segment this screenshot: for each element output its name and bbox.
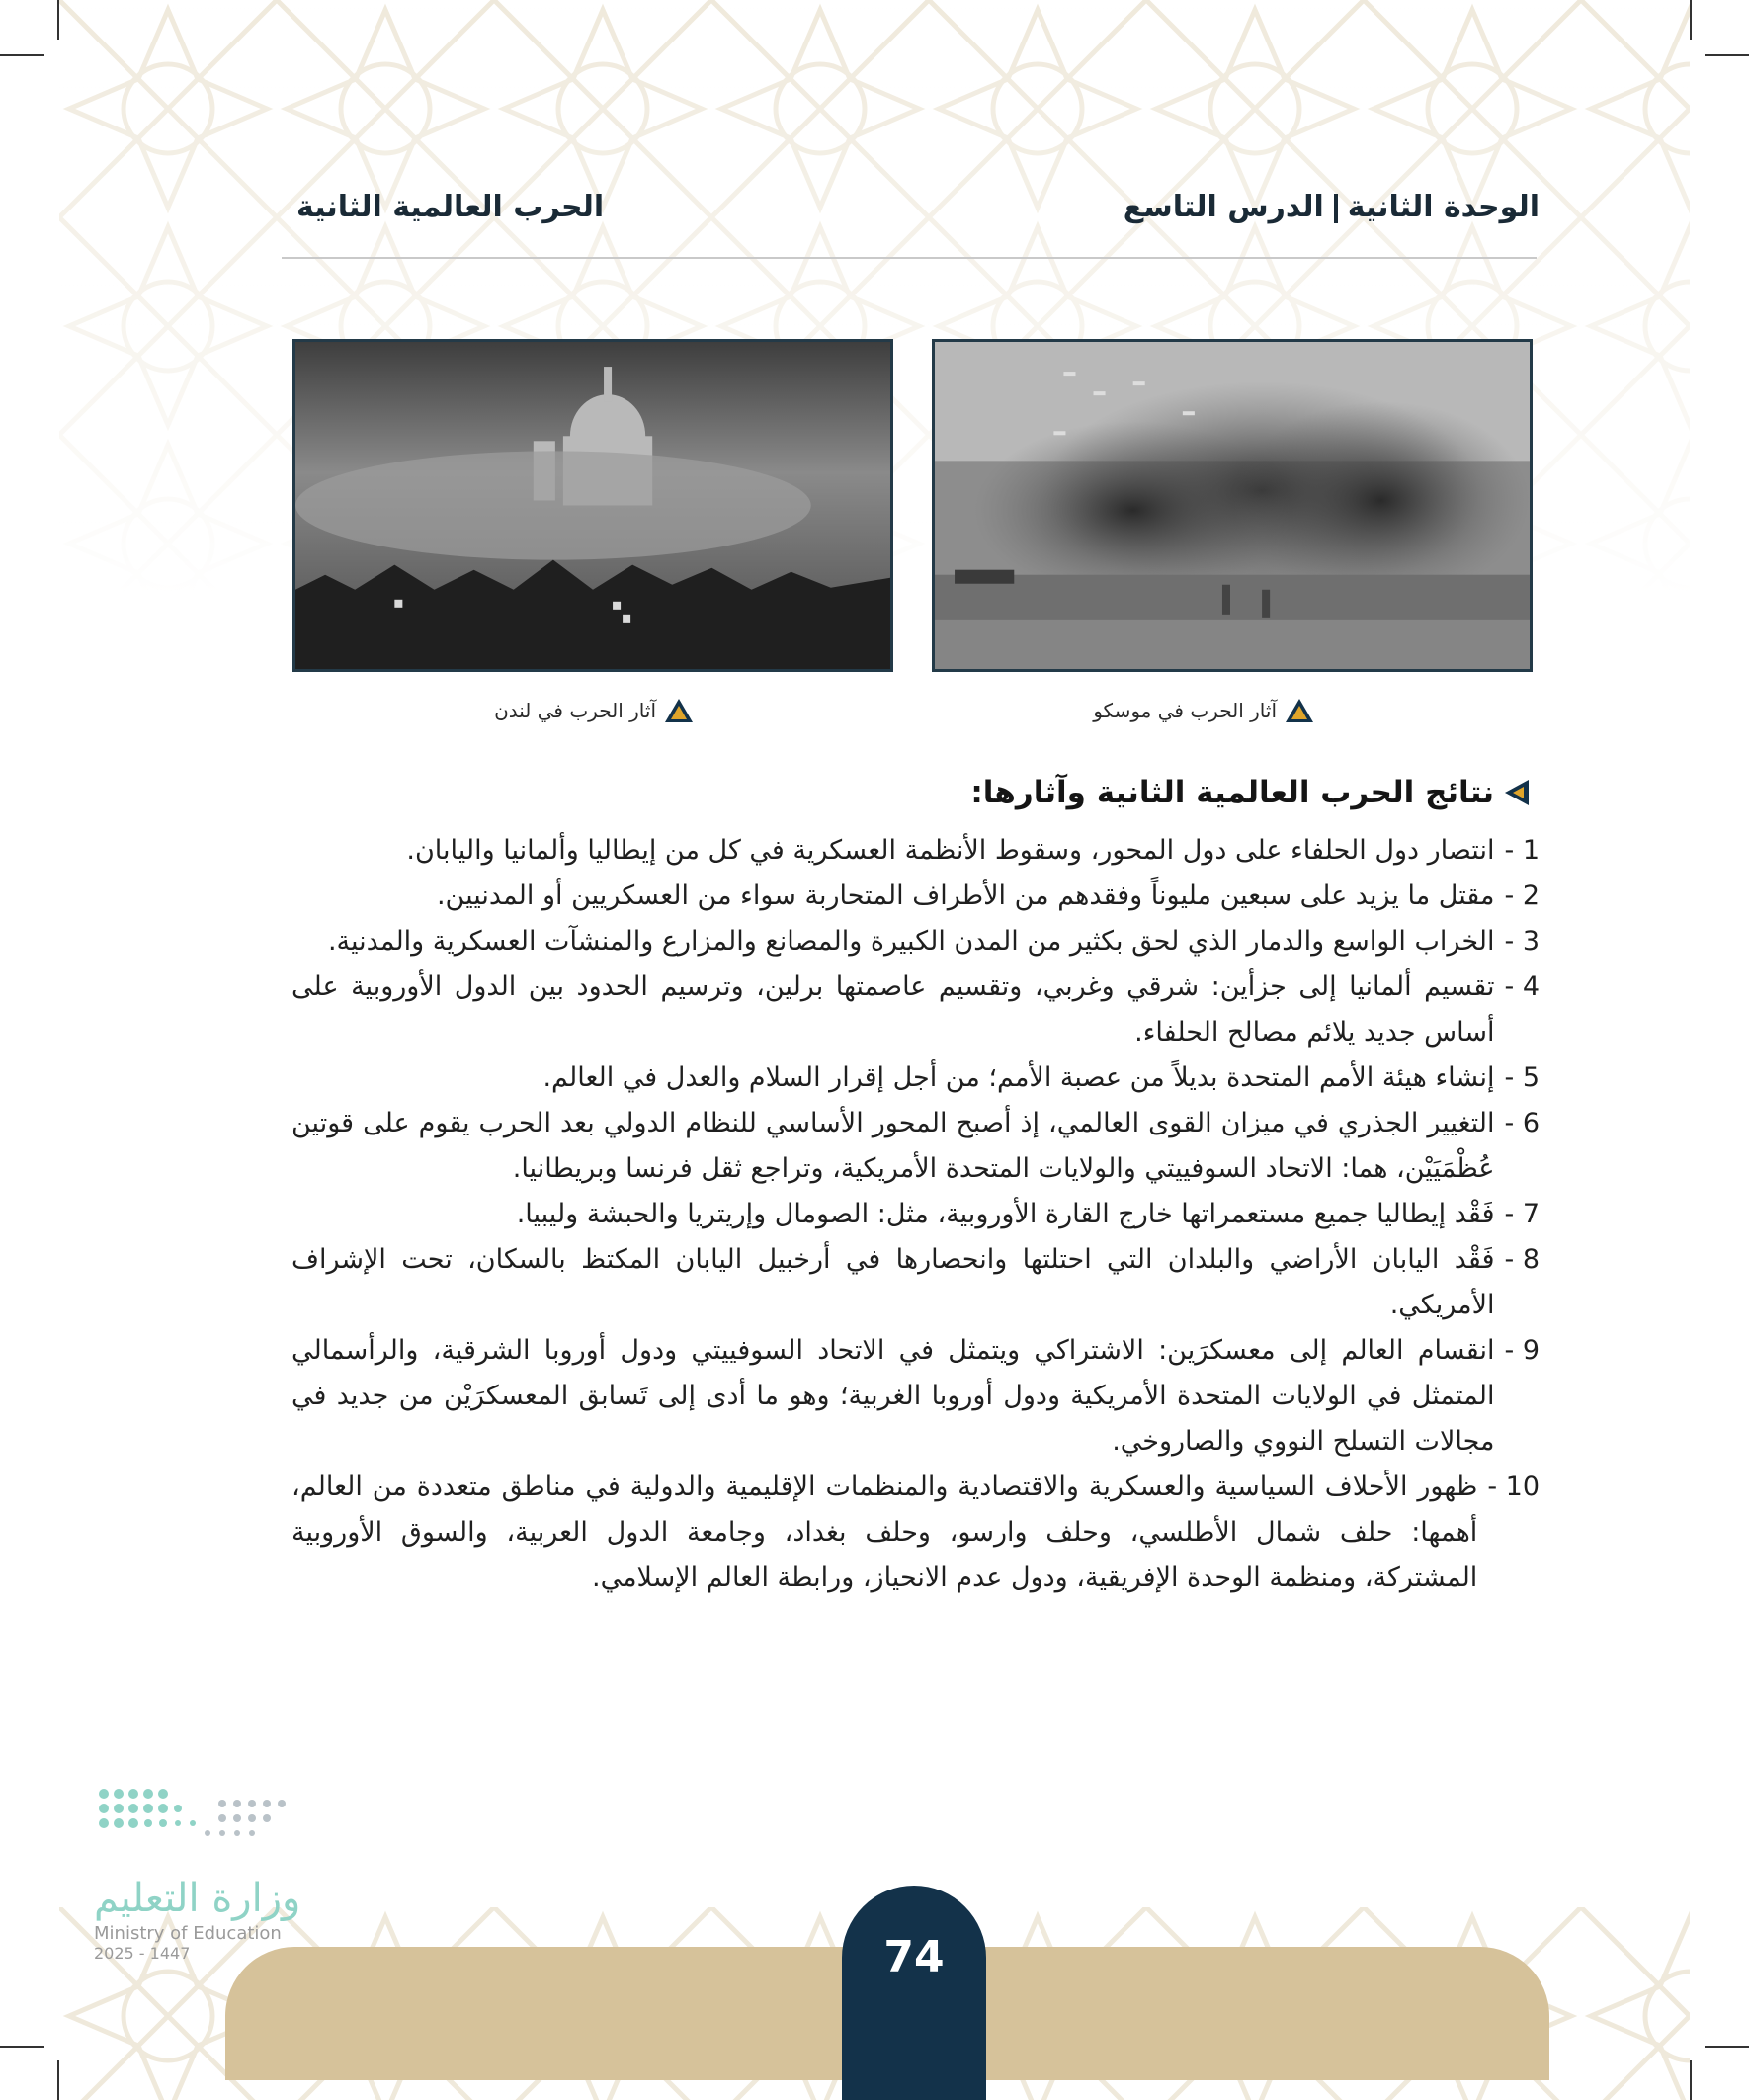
ministry-name-en: Ministry of Education — [94, 1923, 282, 1944]
crop-mark — [0, 54, 44, 56]
header-divider — [282, 257, 1537, 259]
list-item — [292, 1465, 1540, 1601]
unit-label: الوحدة الثانية — [1347, 190, 1540, 224]
list-item — [292, 1101, 1540, 1192]
ministry-name-ar: وزارة التعليم — [94, 1876, 301, 1921]
item-text: التغيير الجذري في ميزان القوى العالمي، إذ أصبح المحور الأساسي للنظام الدولي بعد الحرب يقوم على قوتين عُظْمَيَيْن، هما: الاتحاد السوفييتي والولايات المتحدة الأمريكية، وتراجع ثقل فرنسا وبريطانيا. — [292, 1108, 1495, 1184]
item-text: انتصار دول الحلفاء على دول المحور، وسقوط الأنظمة العسكرية في كل من إيطاليا وألمانيا واليابان. — [406, 835, 1495, 866]
item-number: 3 - — [1504, 926, 1540, 957]
header-separator — [1334, 194, 1338, 223]
edition-year: 2025 - 1447 — [94, 1944, 191, 1963]
section-title-text: نتائج الحرب العالمية الثانية وآثارها: — [970, 775, 1494, 810]
item-number: 7 - — [1504, 1199, 1540, 1229]
results-list — [292, 828, 1540, 1601]
page-number: 74 — [883, 1932, 945, 1982]
crop-mark — [1705, 2046, 1749, 2048]
item-number: 6 - — [1504, 1108, 1540, 1138]
item-text: فَقْد إيطاليا جميع مستعمراتها خارج القارة الأوروبية، مثل: الصومال وإريتريا والحبشة وليبيا. — [516, 1199, 1495, 1229]
london-st-pauls-photo — [292, 339, 893, 672]
figure-caption-london — [494, 698, 694, 723]
crop-mark — [1690, 0, 1692, 40]
list-item — [292, 828, 1540, 874]
unit-lesson-label — [1124, 190, 1540, 224]
page-number-badge — [842, 1886, 986, 2100]
section-title — [970, 775, 1530, 810]
page-header — [287, 190, 1540, 229]
crop-mark — [57, 2060, 59, 2100]
triangle-bullet-icon — [1285, 698, 1314, 723]
item-text: ظهور الأحلاف السياسية والعسكرية والاقتصادية والمنظمات الإقليمية والدولية في مناطق متعددة من العالم، أهمها: حلف شمال الأطلسي، وحلف وارسو، وحلف بغداد، وجامعة الدول العربية، والسوق الأوروبية المشتركة، ومنظمة الوحدة الإفريقية، ودول عدم الانحياز، ورابطة العالم الإسلامي. — [292, 1471, 1478, 1593]
crop-mark — [0, 2046, 44, 2048]
item-number: 10 - — [1487, 1471, 1540, 1502]
caption-text: آثار الحرب في موسكو — [1093, 699, 1277, 722]
item-number: 8 - — [1504, 1244, 1540, 1275]
list-item — [292, 965, 1540, 1055]
list-item — [292, 1237, 1540, 1328]
crop-mark — [57, 0, 59, 40]
item-text: انقسام العالم إلى معسكرَين: الاشتراكي ويتمثل في الاتحاد السوفييتي ودول أوروبا الشرقية، والرأسمالي المتمثل في الولايات المتحدة الأمريكية ودول أوروبا الغربية؛ وهو ما أدى إلى تَسابق المعسكرَيْن من جديد في مجالات التسلح النووي والصاروخي. — [292, 1335, 1495, 1457]
list-item — [292, 919, 1540, 965]
item-number: 2 - — [1504, 881, 1540, 911]
arrow-bullet-icon — [1504, 778, 1530, 807]
item-number: 4 - — [1504, 971, 1540, 1002]
item-number: 5 - — [1504, 1062, 1540, 1093]
item-text: إنشاء هيئة الأمم المتحدة بديلاً من عصبة الأمم؛ من أجل إقرار السلام والعدل في العالم. — [542, 1062, 1495, 1093]
list-item — [292, 874, 1540, 919]
figure-caption-moscow — [1093, 698, 1314, 723]
moscow-battle-photo — [932, 339, 1533, 672]
item-text: تقسيم ألمانيا إلى جزأين: شرقي وغربي، وتقسيم عاصمتها برلين، وترسيم الحدود بين الدول الأوروبية على أساس جديد يلائم مصالح الحلفاء. — [292, 971, 1495, 1048]
caption-text: آثار الحرب في لندن — [494, 699, 656, 722]
lesson-label: الدرس التاسع — [1123, 190, 1324, 224]
item-text: فَقْد اليابان الأراضي والبلدان التي احتلتها وانحصارها في أرخبيل اليابان المكتظ بالسكان، تحت الإشراف الأمريكي. — [292, 1244, 1495, 1320]
list-item — [292, 1328, 1540, 1465]
lesson-title: الحرب العالمية الثانية — [296, 190, 605, 224]
list-item — [292, 1055, 1540, 1101]
item-text: الخراب الواسع والدمار الذي لحق بكثير من المدن الكبيرة والمصانع والمزارع والمنشآت العسكرية والمدنية. — [327, 926, 1495, 957]
item-number: 1 - — [1504, 835, 1540, 866]
crop-mark — [1690, 2060, 1692, 2100]
item-text: مقتل ما يزيد على سبعين مليوناً وفقدهم من الأطراف المتحاربة سواء من العسكريين أو المدنيين. — [436, 881, 1495, 911]
triangle-bullet-icon — [664, 698, 694, 723]
ministry-logo-dots — [94, 1774, 321, 1873]
item-number: 9 - — [1504, 1335, 1540, 1366]
list-item — [292, 1192, 1540, 1237]
crop-mark — [1705, 54, 1749, 56]
